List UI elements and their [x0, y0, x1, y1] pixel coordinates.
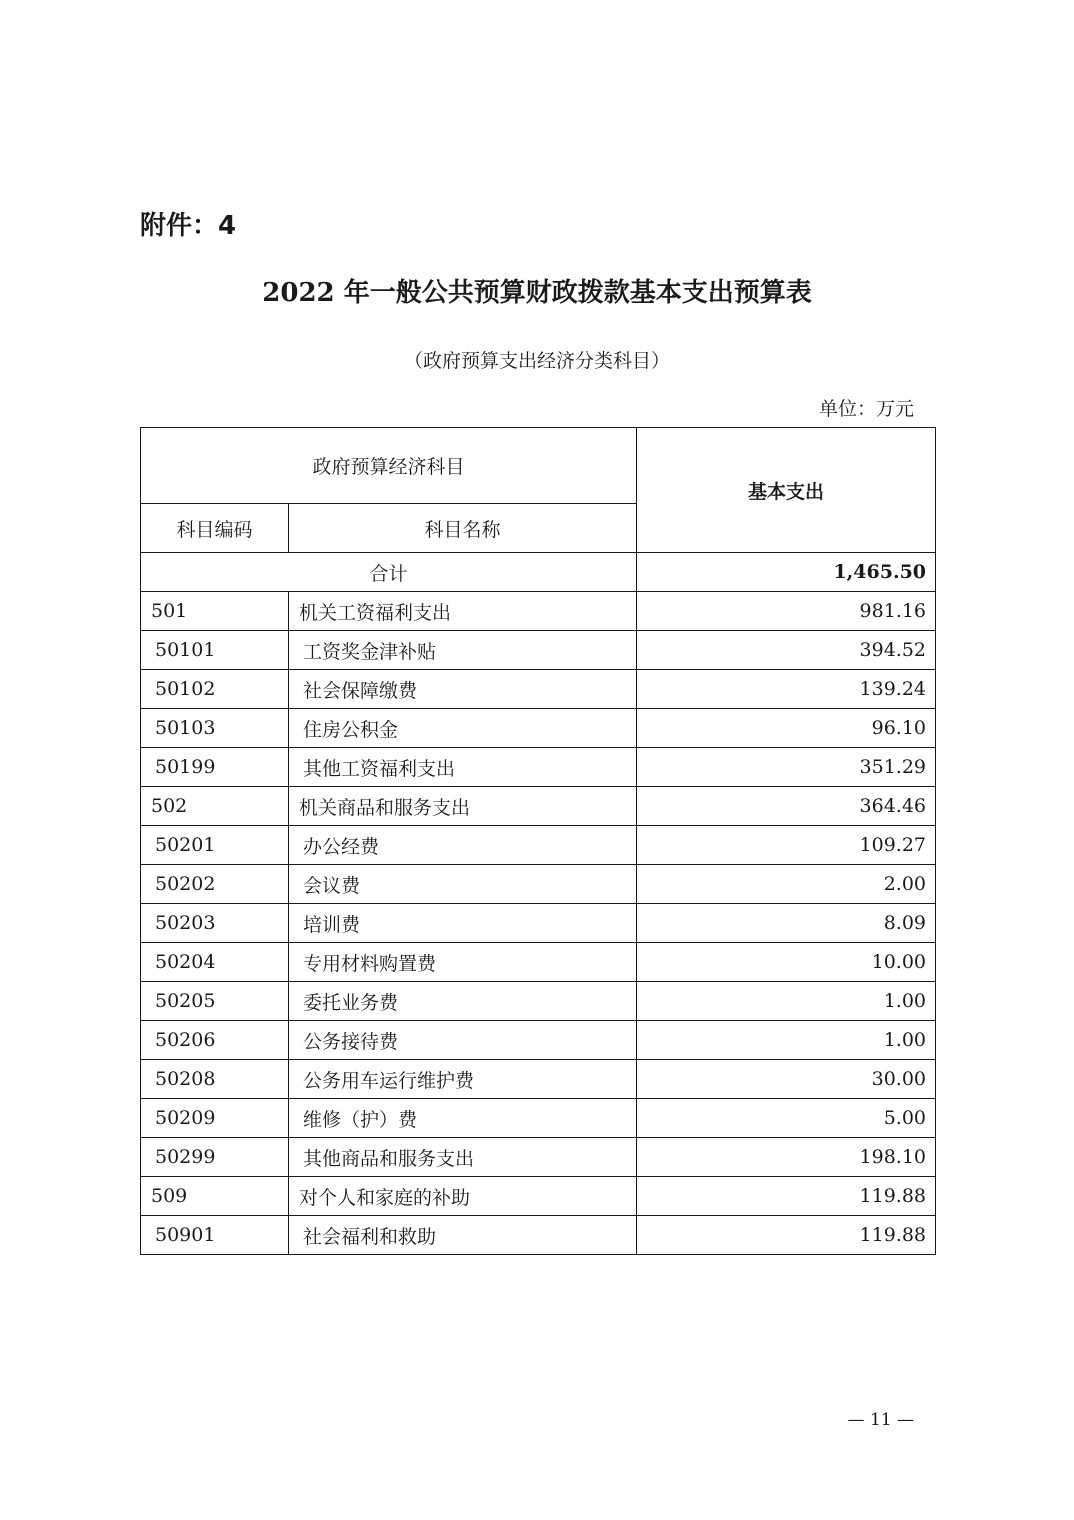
amount-column-header: 基本支出	[637, 428, 936, 553]
table-row	[141, 865, 936, 904]
table-row	[141, 631, 936, 670]
row-name: 其他工资福利支出	[289, 748, 637, 787]
code-column-header: 科目编码	[141, 504, 289, 553]
table-row	[141, 670, 936, 709]
row-name: 培训费	[289, 904, 637, 943]
row-amount: 96.10	[637, 709, 936, 748]
row-amount: 364.46	[637, 787, 936, 826]
table-row	[141, 982, 936, 1021]
row-name: 机关工资福利支出	[289, 592, 637, 631]
row-code: 501	[141, 592, 289, 631]
row-amount: 109.27	[637, 826, 936, 865]
table-header-row	[141, 428, 936, 504]
table-row	[141, 1021, 936, 1060]
row-amount: 1.00	[637, 982, 936, 1021]
row-code: 50901	[141, 1216, 289, 1255]
row-code: 50208	[141, 1060, 289, 1099]
total-value: 1,465.50	[637, 553, 936, 592]
row-amount: 1.00	[637, 1021, 936, 1060]
unit-label: 单位：万元	[818, 398, 914, 420]
row-name: 机关商品和服务支出	[289, 787, 637, 826]
table-row	[141, 1060, 936, 1099]
table-row	[141, 1177, 936, 1216]
row-code: 50201	[141, 826, 289, 865]
row-code: 50203	[141, 904, 289, 943]
table-row	[141, 748, 936, 787]
table-row	[141, 592, 936, 631]
row-code: 50299	[141, 1138, 289, 1177]
row-code: 50205	[141, 982, 289, 1021]
row-amount: 5.00	[637, 1099, 936, 1138]
row-amount: 351.29	[637, 748, 936, 787]
row-name: 委托业务费	[289, 982, 637, 1021]
row-amount: 8.09	[637, 904, 936, 943]
total-label: 合计	[141, 553, 637, 592]
row-amount: 2.00	[637, 865, 936, 904]
row-code: 502	[141, 787, 289, 826]
row-code: 50206	[141, 1021, 289, 1060]
table-row	[141, 709, 936, 748]
row-code: 50209	[141, 1099, 289, 1138]
attachment-label: 附件：4	[140, 211, 237, 241]
row-code: 509	[141, 1177, 289, 1216]
page-subtitle: （政府预算支出经济分类科目）	[403, 350, 670, 372]
row-amount: 30.00	[637, 1060, 936, 1099]
row-name: 会议费	[289, 865, 637, 904]
row-name: 其他商品和服务支出	[289, 1138, 637, 1177]
row-name: 社会福利和救助	[289, 1216, 637, 1255]
row-code: 50102	[141, 670, 289, 709]
table-row	[141, 826, 936, 865]
table-row	[141, 787, 936, 826]
row-name: 办公经费	[289, 826, 637, 865]
group-header: 政府预算经济科目	[141, 428, 637, 504]
total-row	[141, 553, 936, 592]
row-amount: 198.10	[637, 1138, 936, 1177]
row-code: 50199	[141, 748, 289, 787]
row-name: 公务接待费	[289, 1021, 637, 1060]
page-title: 2022 年一般公共预算财政拨款基本支出预算表	[262, 278, 812, 308]
row-name: 住房公积金	[289, 709, 637, 748]
table-row	[141, 1216, 936, 1255]
table-row	[141, 943, 936, 982]
name-column-header: 科目名称	[289, 504, 637, 553]
row-name: 社会保障缴费	[289, 670, 637, 709]
page-number: — 11 —	[847, 1410, 914, 1430]
budget-table	[140, 427, 936, 1255]
row-name: 维修（护）费	[289, 1099, 637, 1138]
table-row	[141, 1099, 936, 1138]
row-code: 50103	[141, 709, 289, 748]
row-name: 对个人和家庭的补助	[289, 1177, 637, 1216]
row-amount: 981.16	[637, 592, 936, 631]
table-row	[141, 1138, 936, 1177]
row-amount: 119.88	[637, 1177, 936, 1216]
row-name: 专用材料购置费	[289, 943, 637, 982]
row-name: 工资奖金津补贴	[289, 631, 637, 670]
table-row	[141, 904, 936, 943]
row-amount: 119.88	[637, 1216, 936, 1255]
row-code: 50204	[141, 943, 289, 982]
row-name: 公务用车运行维护费	[289, 1060, 637, 1099]
row-code: 50202	[141, 865, 289, 904]
row-code: 50101	[141, 631, 289, 670]
row-amount: 394.52	[637, 631, 936, 670]
row-amount: 10.00	[637, 943, 936, 982]
row-amount: 139.24	[637, 670, 936, 709]
